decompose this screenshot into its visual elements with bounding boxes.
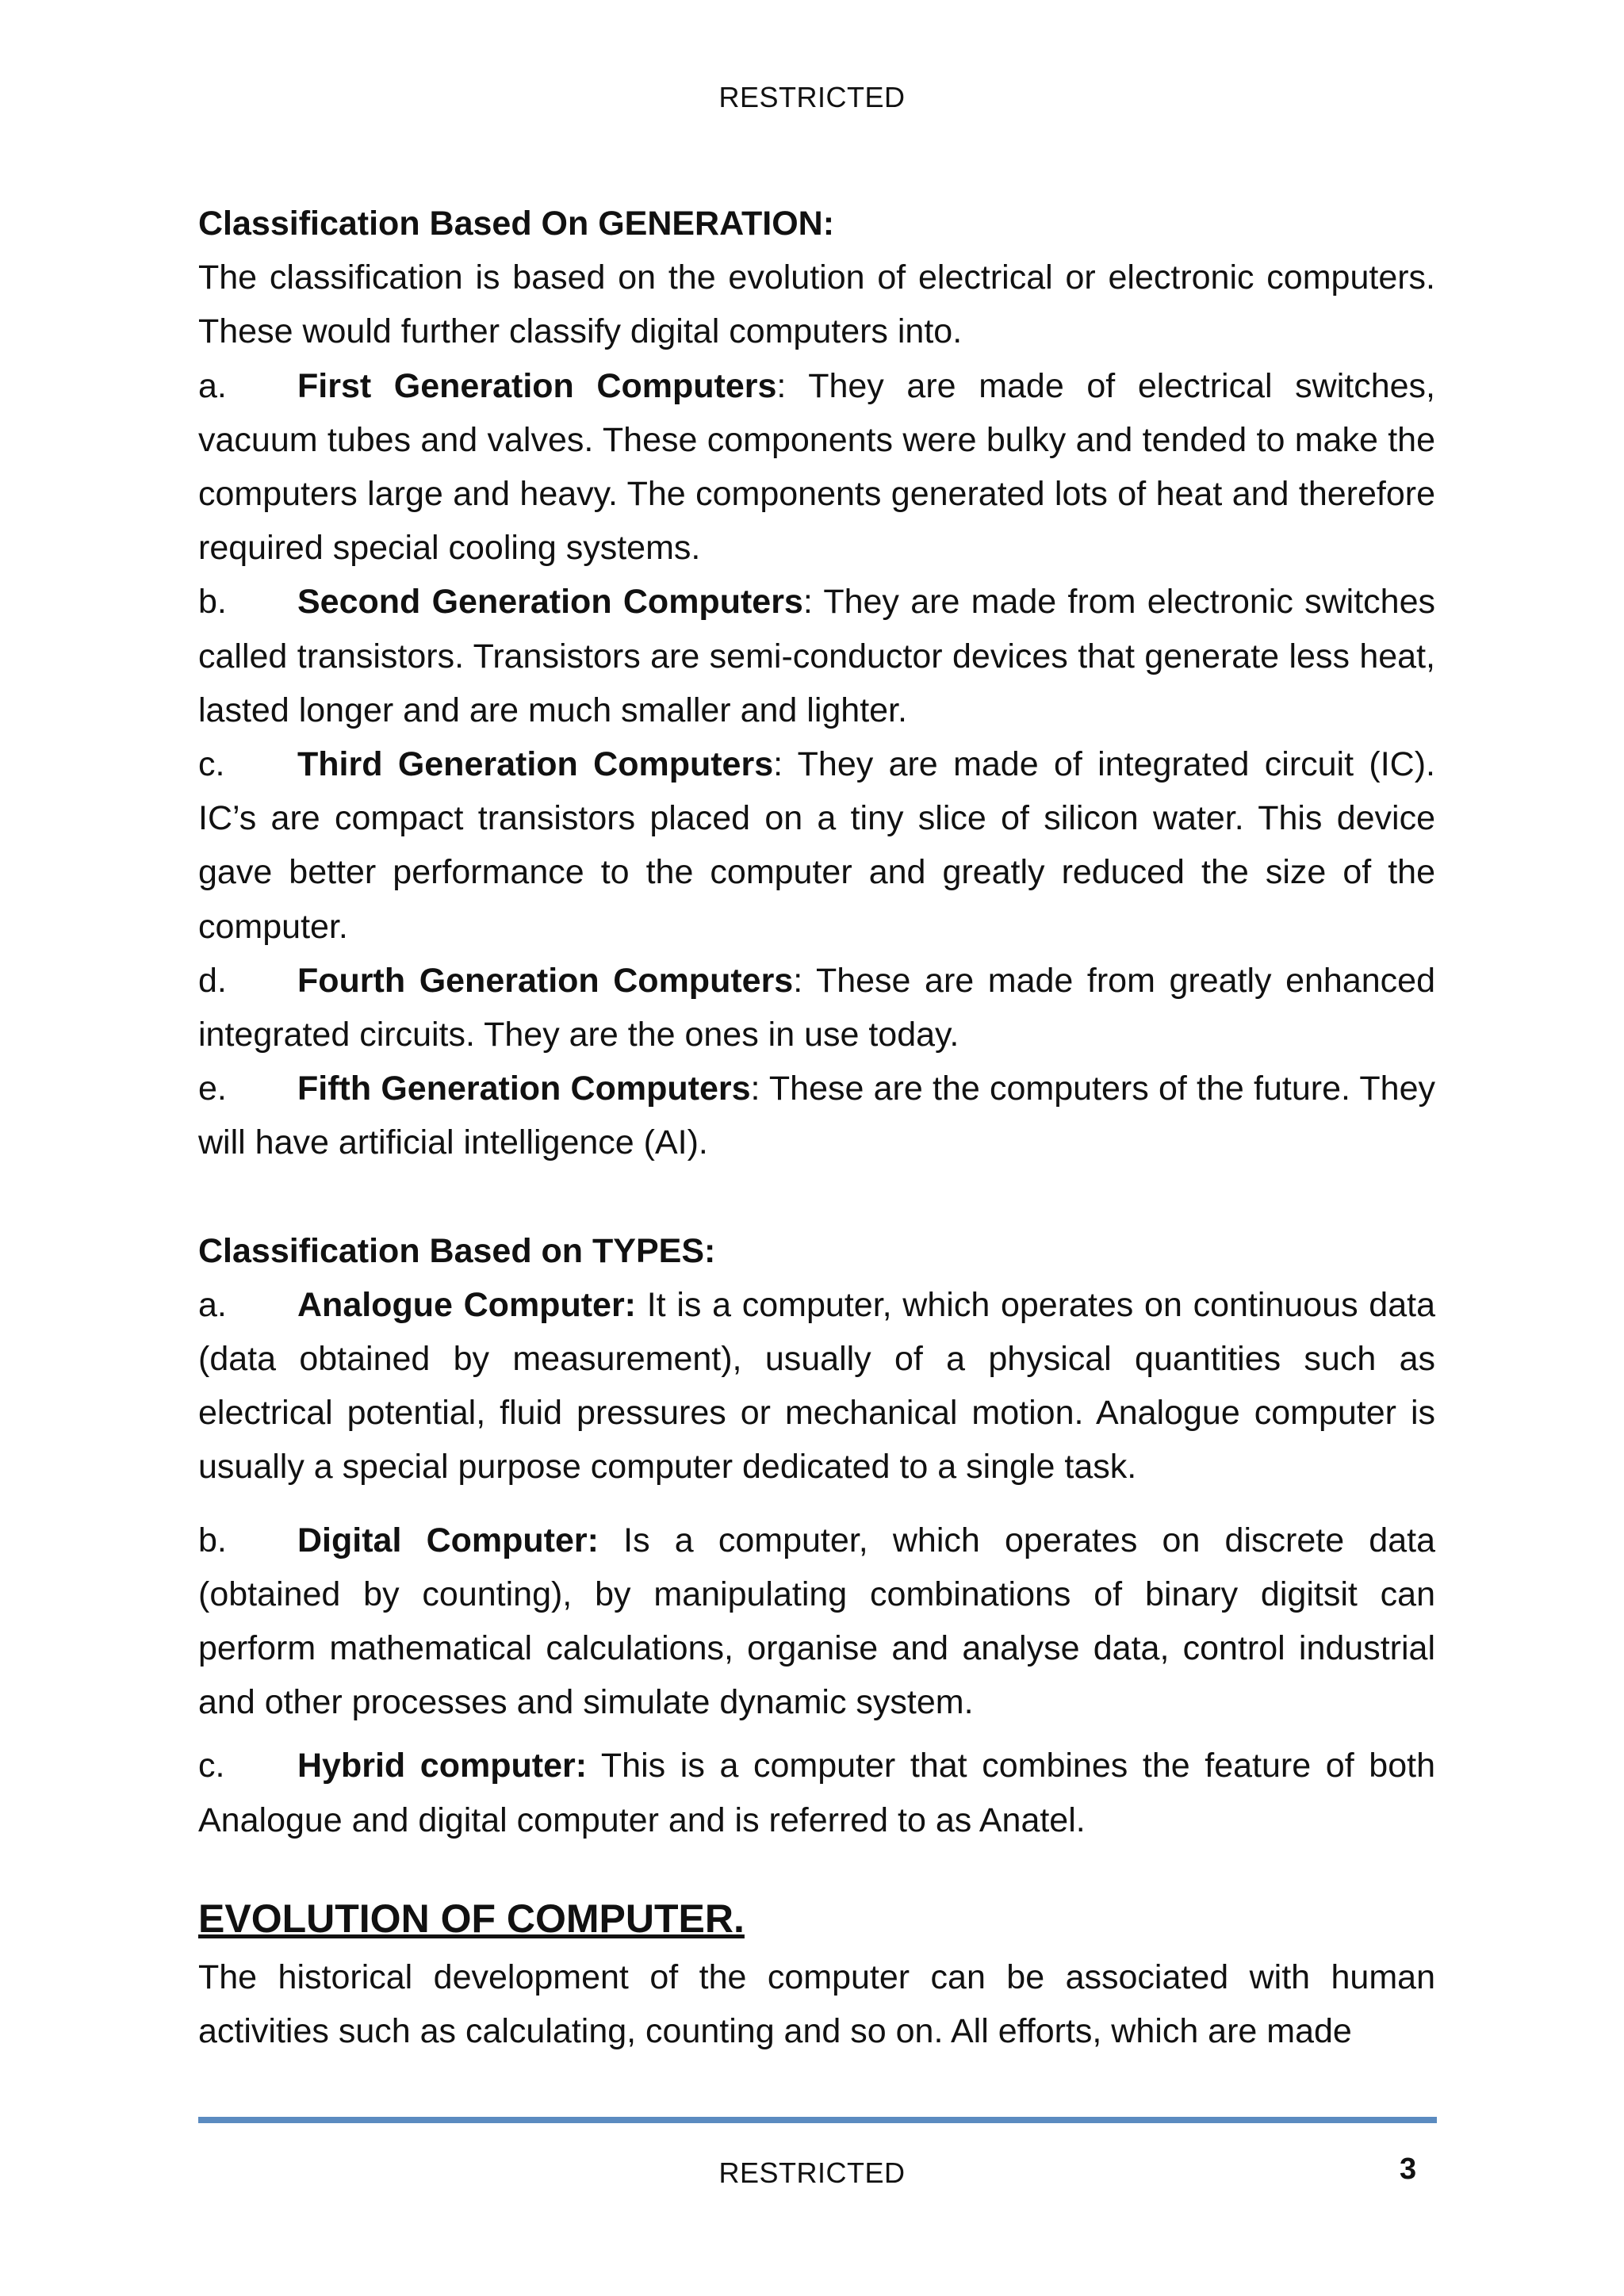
item-marker: c.	[198, 745, 225, 784]
generation-heading: Classification Based On GENERATION:	[198, 205, 835, 243]
generation-intro: The classification is based on the evolution of electrical or electronic computers. These would further classify digital computers into.	[198, 258, 1435, 351]
section-spacer	[198, 1170, 1435, 1224]
item-term: Fifth Generation Computers	[297, 1070, 751, 1108]
item-marker: c.	[198, 1747, 225, 1785]
item-term: Second Generation Computers	[297, 583, 803, 622]
generation-item-fourth	[198, 954, 1435, 1062]
item-separator: :	[802, 583, 813, 622]
evolution-text: The historical development of the computer can be associated with human activities such as calculating, counting and so on. All efforts, which are made	[198, 1957, 1435, 2051]
item-marker: a.	[198, 366, 227, 405]
generation-item-second	[198, 575, 1435, 737]
item-text: This is a computer that combines the feature of both Analogue and digital computer and is referred to as Anatel.	[198, 1747, 1435, 1839]
item-separator: :	[776, 366, 787, 405]
item-text: These are made from greatly enhanced integrated circuits. They are the ones in use today.	[198, 961, 1435, 1054]
item-text: Is a computer, which operates on discrete data (obtained by counting), by manipulating combinations of binary digitsit can perform mathematical calculations, organise and analyse data, control industrial and other processes and simulate dynamic system.	[198, 1521, 1435, 1722]
item-text: These are the computers of the future. They will have artificial intelligence (AI).	[198, 1070, 1435, 1162]
item-marker: e.	[198, 1070, 227, 1108]
item-separator: :	[793, 961, 803, 1000]
section-spacer	[198, 1847, 1435, 1887]
footer-rule	[198, 2117, 1437, 2123]
item-term: Digital Computer:	[297, 1521, 599, 1559]
item-separator: :	[750, 1070, 760, 1108]
item-text: They are made of electrical switches, vacuum tubes and valves. These components were bulky and tended to make the computers large and heavy. The components generated lots of heat and therefore required special cooling systems.	[198, 366, 1435, 568]
evolution-heading: EVOLUTION OF COMPUTER.	[198, 1896, 745, 1941]
generation-item-fifth	[198, 1062, 1435, 1169]
types-heading: Classification Based on TYPES:	[198, 1231, 716, 1270]
header-restricted-label: RESTRICTED	[718, 81, 906, 113]
types-item-analogue	[198, 1278, 1435, 1494]
item-text: They are made of integrated circuit (IC). IC’s are compact transistors placed on a tiny slice of silicon water. This device gave better performance to the computer and greatly reduced the size of the computer.	[198, 745, 1435, 946]
generation-item-third	[198, 737, 1435, 954]
item-term: First Generation Computers	[297, 366, 777, 405]
generation-item-first	[198, 359, 1435, 576]
item-marker: b.	[198, 583, 227, 622]
item-marker: a.	[198, 1285, 227, 1324]
page-body	[198, 197, 1435, 2058]
types-item-hybrid	[198, 1739, 1435, 1846]
item-marker: b.	[198, 1521, 227, 1559]
item-separator: :	[773, 745, 783, 784]
types-item-digital	[198, 1513, 1435, 1730]
item-spacer	[198, 1494, 1435, 1513]
item-spacer	[198, 1729, 1435, 1739]
item-term: Hybrid computer:	[297, 1747, 588, 1785]
item-term: Fourth Generation Computers	[297, 961, 794, 1000]
item-term: Third Generation Computers	[297, 745, 774, 784]
item-term: Analogue Computer:	[297, 1285, 636, 1324]
item-marker: d.	[198, 961, 227, 1000]
item-text: They are made from electronic switches called transistors. Transistors are semi-conductor devices that generate less heat, lasted longer and are much smaller and lighter.	[198, 583, 1435, 729]
footer-restricted-label: RESTRICTED	[718, 2156, 906, 2189]
item-text: It is a computer, which operates on continuous data (data obtained by measurement), usually of a physical quantities such as electrical potential, fluid pressures or mechanical motion. Analogue computer is usually a special purpose computer dedicated to a single task.	[198, 1285, 1435, 1487]
page-number: 3	[1400, 2152, 1417, 2186]
